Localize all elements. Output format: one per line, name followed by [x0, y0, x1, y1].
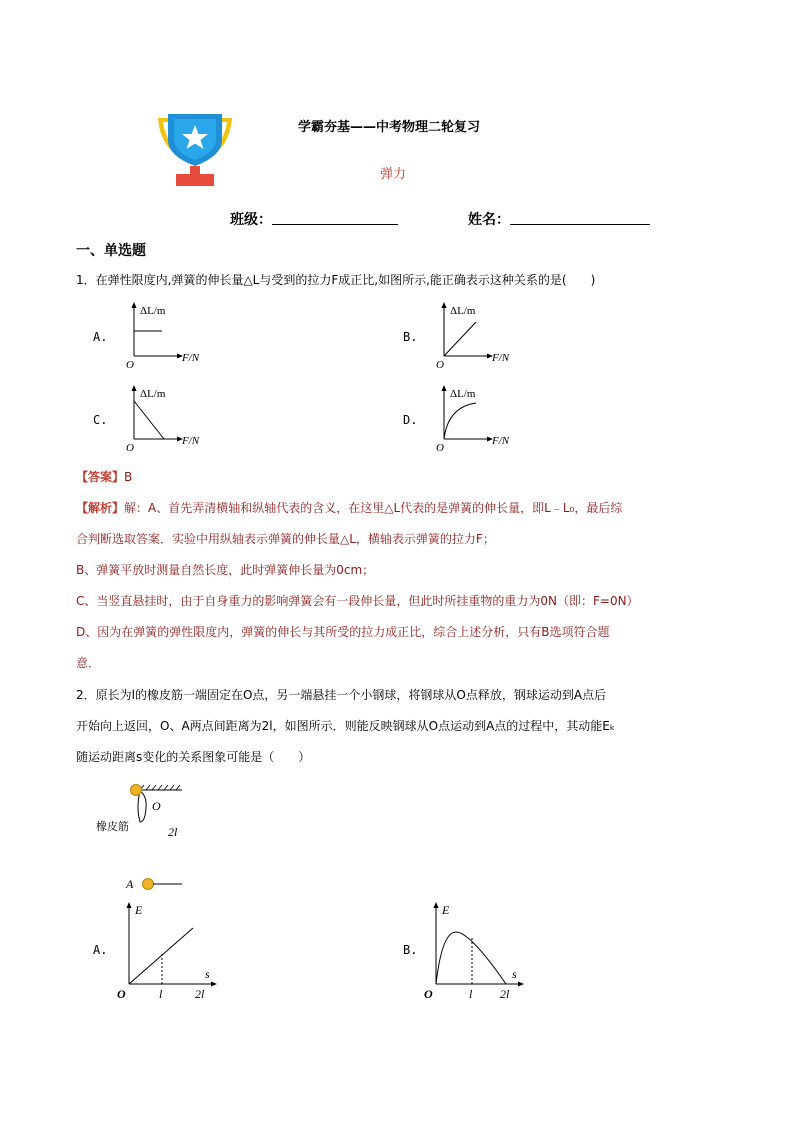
analysis-line: 合判断选取答案．实验中用纵轴表示弹簧的伸长量△L，横轴表示弹簧的拉力F； [76, 532, 495, 546]
q2-line: 2．原长为l的橡皮筋一端固定在O点，另一端悬挂一个小钢球，将钢球从O点释放，钢球运动到A点后 [76, 688, 607, 702]
y-axis-label: E [442, 903, 450, 917]
x-axis-label: s [205, 967, 210, 981]
answer-value: B [124, 470, 133, 484]
x-axis-label: F/N [492, 352, 510, 364]
trophy-logo [154, 112, 236, 188]
rubber-band-label: 橡皮筋 [96, 821, 129, 833]
graph-curve [129, 928, 193, 984]
y-axis-label: ΔL/m [140, 305, 166, 317]
q1-option-b-label[interactable]: B. [403, 330, 418, 344]
class-field[interactable] [272, 224, 398, 225]
q1-option-a-label[interactable]: A. [93, 330, 108, 344]
page-title: 学霸夯基——中考物理二轮复习 [298, 120, 481, 135]
name-label: 姓名： [468, 212, 510, 228]
analysis-line: 意． [76, 656, 101, 670]
q1-stem: 1．在弹性限度内,弹簧的伸长量△L与受到的拉力F成正比,如图所示,能正确表示这种关系的是( ) [76, 273, 596, 287]
origin-label: O [117, 987, 126, 1001]
q2-option-a-label[interactable]: A. [93, 943, 108, 957]
analysis-line: B、弹簧平放时测量自然长度，此时弹簧伸长量为0cm； [76, 563, 375, 577]
graph-curve [134, 401, 164, 439]
x-axis-label: F/N [182, 435, 200, 447]
rubber-band-figure [90, 778, 200, 898]
q2-line: 开始向上返回，O、A两点间距离为2l，如图所示．则能反映钢球从O点运动到A点的过程中，其动能Eₖ [76, 719, 615, 733]
x-axis-label: s [512, 967, 517, 981]
origin-label: O [436, 442, 444, 453]
graph-curve [444, 403, 476, 439]
q1-option-d-label[interactable]: D. [403, 413, 418, 427]
tick-2l-label: 2l [195, 987, 205, 1001]
graph-curve [436, 932, 506, 984]
y-axis-label: ΔL/m [450, 388, 476, 400]
answer-tag: 【答案】 [76, 470, 125, 484]
distance-label: 2l [168, 825, 178, 839]
analysis-tag: 【解析】 [76, 501, 125, 515]
class-label: 班级： [230, 212, 272, 228]
analysis-line: C、当竖直悬挂时，由于自身重力的影响弹簧会有一段伸长量，但此时所挂重物的重力为0N（即：F=0N） [76, 594, 639, 608]
y-axis-label: E [135, 903, 143, 917]
tick-l-label: l [469, 987, 473, 1001]
y-axis-label: ΔL/m [140, 388, 166, 400]
q1-option-c-label[interactable]: C. [93, 413, 108, 427]
x-axis-label: F/N [182, 352, 200, 364]
tick-l-label: l [159, 987, 163, 1001]
x-axis-label: F/N [492, 435, 510, 447]
q2-graph-a[interactable] [113, 898, 223, 1004]
page-subtitle: 弹力 [380, 167, 407, 182]
q2-line: 随运动距离s变化的关系图象可能是（ ） [76, 750, 311, 764]
q1-analysis [76, 499, 726, 685]
origin-label: O [126, 359, 134, 370]
point-o-label: O [152, 799, 161, 813]
name-field[interactable] [510, 224, 650, 225]
y-axis-label: ΔL/m [450, 305, 476, 317]
analysis-line: 解：A、首先弄清横轴和纵轴代表的含义，在这里△L代表的是弹簧的伸长量，即L﹣L₀，最后综 [124, 501, 623, 515]
q2-option-b-label[interactable]: B. [403, 943, 418, 957]
q1-graph-b[interactable] [430, 300, 520, 370]
q1-answer [76, 468, 132, 485]
analysis-line: D、因为在弹簧的弹性限度内，弹簧的伸长与其所受的拉力成正比，综合上述分析，只有B选项符合题 [76, 625, 610, 639]
q1-graph-a[interactable] [120, 300, 210, 370]
point-a-label: A [126, 877, 134, 891]
graph-curve [444, 322, 476, 356]
origin-label: O [126, 442, 134, 453]
q1-graph-c[interactable] [120, 383, 210, 453]
tick-2l-label: 2l [500, 987, 510, 1001]
q2-graph-b[interactable] [420, 898, 530, 1004]
origin-label: O [436, 359, 444, 370]
q2-stem [76, 687, 736, 780]
q1-graph-d[interactable] [430, 383, 520, 453]
section-title: 一、单选题 [76, 243, 146, 259]
origin-label: O [424, 987, 433, 1001]
